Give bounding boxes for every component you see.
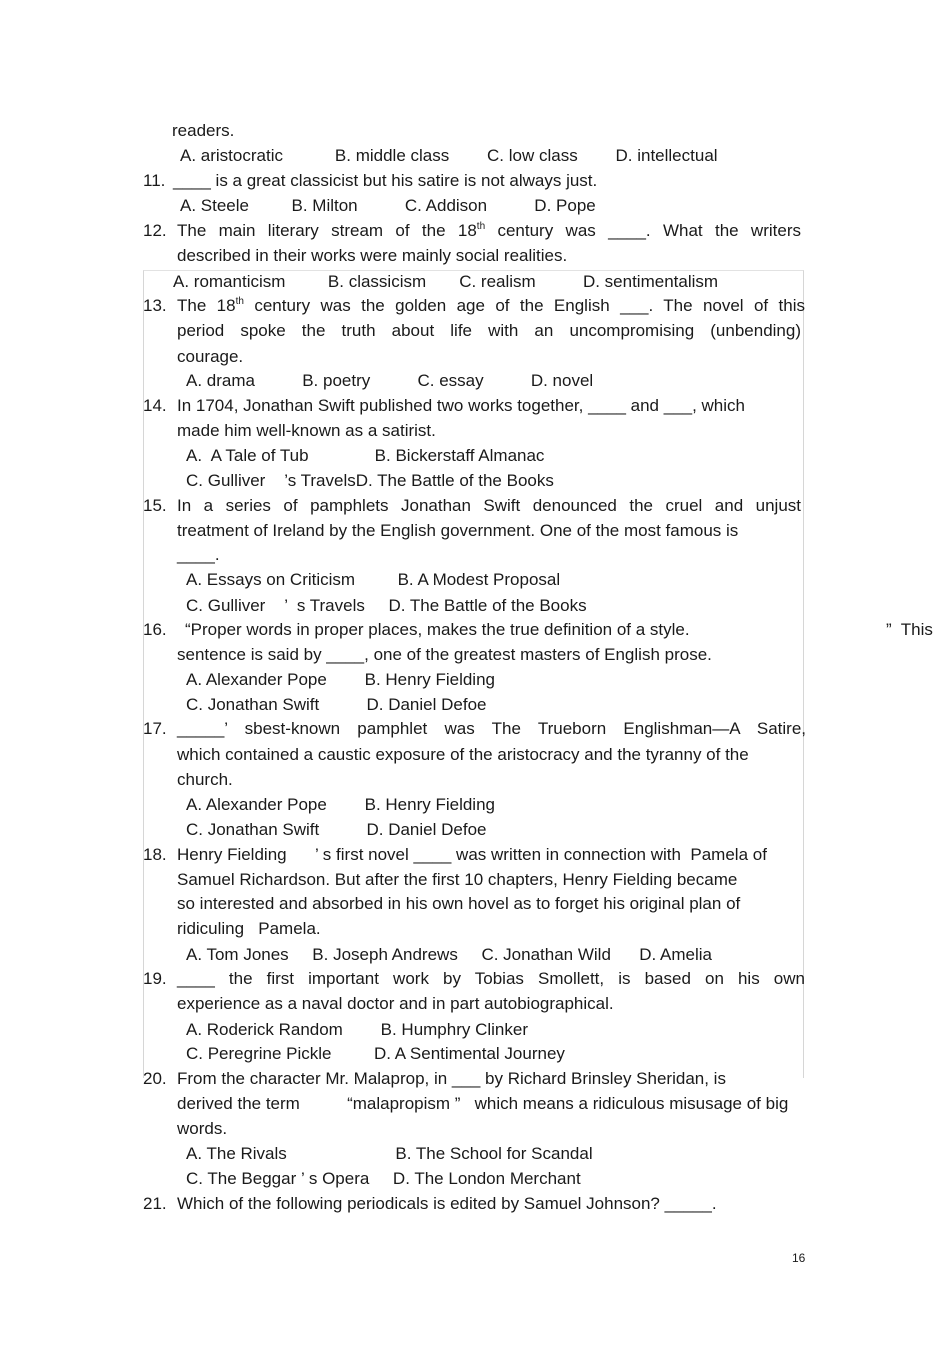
- q21-stem: Which of the following periodicals is edited by Samuel Johnson? _____.: [177, 1194, 717, 1213]
- q20-stem-line1: From the character Mr. Malaprop, in ___ by Richard Brinsley Sheridan, is: [177, 1069, 726, 1088]
- q17-stem-line1: _____’ sbest-known pamphlet was The Trueborn Englishman—A Satire,: [177, 719, 806, 738]
- q10-options: A. aristocratic B. middle class C. low class D. intellectual: [180, 146, 718, 165]
- q20-stem-line2: derived the term “malapropism ” which means a ridiculous misusage of big: [177, 1094, 789, 1113]
- q20-stem-line3: words.: [177, 1119, 228, 1138]
- q13-number: 13.: [143, 296, 167, 315]
- q16-number: 16.: [143, 620, 167, 639]
- q12-stem-line2: described in their works were mainly social realities.: [177, 246, 568, 265]
- q17-stem-line2: which contained a caustic exposure of the aristocracy and the tyranny of the: [177, 745, 749, 764]
- q14-options-line2: C. Gulliver ’s TravelsD. The Battle of the Books: [186, 471, 554, 490]
- q15-stem-line1: In a series of pamphlets Jonathan Swift denounced the cruel and unjust: [177, 496, 801, 515]
- q17-stem-line3: church.: [177, 770, 233, 789]
- q15-options-line1: A. Essays on Criticism B. A Modest Proposal: [186, 570, 561, 589]
- q13-stem-line1: The 18th century was the golden age of the English ___. The novel of this: [177, 296, 805, 315]
- q19-options-line1: A. Roderick Random B. Humphry Clinker: [186, 1020, 529, 1039]
- q18-stem-line4: ridiculing Pamela.: [177, 919, 321, 938]
- q12-stem-line1: The main literary stream of the 18th century was ____. What the writers: [177, 221, 801, 240]
- page-number: 16: [792, 1251, 806, 1265]
- q14-stem-line2: made him well-known as a satirist.: [177, 421, 436, 440]
- q14-number: 14.: [143, 396, 167, 415]
- intro-line: readers.: [172, 121, 235, 140]
- q12-options: A. romanticism B. classicism C. realism D. sentimentalism: [173, 272, 719, 291]
- q17-options-line2: C. Jonathan Swift D. Daniel Defoe: [186, 820, 487, 839]
- q17-number: 17.: [143, 719, 167, 738]
- q19-stem-line2: experience as a naval doctor and in part autobiographical.: [177, 994, 614, 1013]
- q20-options-line1: A. The Rivals B. The School for Scandal: [186, 1144, 593, 1163]
- q18-stem-line3: so interested and absorbed in his own hovel as to forget his original plan of: [177, 894, 741, 913]
- q16-stem-line1-end: ” This: [886, 620, 933, 639]
- q11-number: 11.: [143, 171, 166, 190]
- q15-options-line2: C. Gulliver ’ s Travels D. The Battle of the Books: [186, 596, 587, 615]
- q14-stem-line1: In 1704, Jonathan Swift published two works together, ____ and ___, which: [177, 396, 745, 415]
- q20-options-line2: C. The Beggar ’ s Opera D. The London Merchant: [186, 1169, 581, 1188]
- q11-options: A. Steele B. Milton C. Addison D. Pope: [180, 196, 596, 215]
- q11-stem: ____ is a great classicist but his satire is not always just.: [173, 171, 598, 190]
- q20-number: 20.: [143, 1069, 167, 1088]
- q13-options: A. drama B. poetry C. essay D. novel: [186, 371, 594, 390]
- q12-number: 12.: [143, 221, 167, 240]
- q19-options-line2: C. Peregrine Pickle D. A Sentimental Journey: [186, 1044, 565, 1063]
- q18-stem-line1: Henry Fielding ’ s first novel ____ was written in connection with Pamela of: [177, 845, 767, 864]
- q15-stem-line3: ____.: [177, 545, 220, 564]
- q18-number: 18.: [143, 845, 167, 864]
- q16-options-line2: C. Jonathan Swift D. Daniel Defoe: [186, 695, 487, 714]
- q16-options-line1: A. Alexander Pope B. Henry Fielding: [186, 670, 495, 689]
- q21-number: 21.: [143, 1194, 167, 1213]
- q19-number: 19.: [143, 969, 167, 988]
- q19-stem-line1: ____ the first important work by Tobias Smollett, is based on his own: [177, 969, 805, 988]
- q14-options-line1: A. A Tale of Tub B. Bickerstaff Almanac: [186, 446, 545, 465]
- q13-stem-line2: period spoke the truth about life with an uncompromising (unbending): [177, 321, 801, 340]
- q18-options: A. Tom Jones B. Joseph Andrews C. Jonathan Wild D. Amelia: [186, 945, 712, 964]
- q15-number: 15.: [143, 496, 167, 515]
- q16-stem-line2: sentence is said by ____, one of the greatest masters of English prose.: [177, 645, 712, 664]
- q17-options-line1: A. Alexander Pope B. Henry Fielding: [186, 795, 495, 814]
- q15-stem-line2: treatment of Ireland by the English government. One of the most famous is: [177, 521, 739, 540]
- q18-stem-line2: Samuel Richardson. But after the first 10 chapters, Henry Fielding became: [177, 870, 738, 889]
- q16-stem-line1: “Proper words in proper places, makes the true definition of a style.: [185, 620, 690, 639]
- q13-stem-line3: courage.: [177, 347, 244, 366]
